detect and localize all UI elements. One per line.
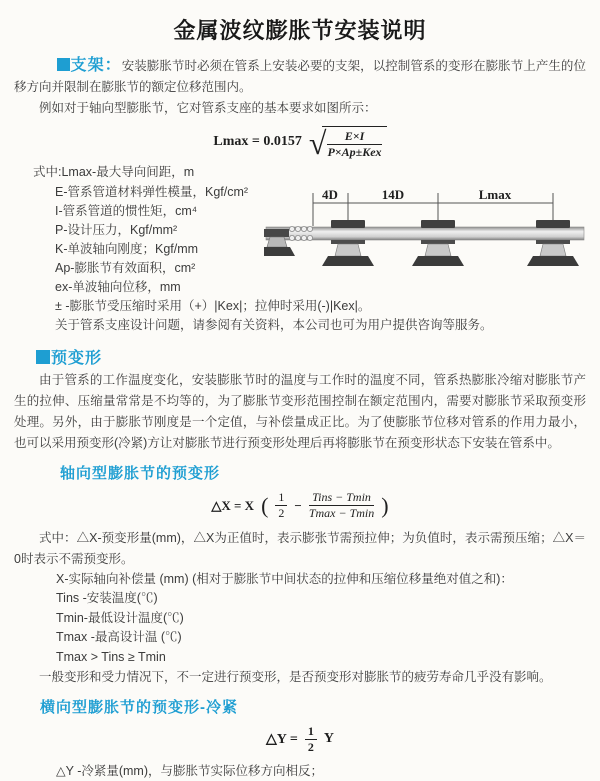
fraction (327, 130, 381, 159)
left-paren: ( (261, 492, 269, 518)
page-title: 金属波纹膨胀节安装说明 (173, 18, 427, 43)
formula-lmax (14, 124, 586, 160)
fraction-numerator: 1 (275, 491, 287, 506)
axial-subsection-heading: 轴向型膨胀节的预变形 (60, 464, 221, 482)
fraction-half (305, 725, 317, 754)
fraction-numerator: E×I (327, 130, 381, 145)
axial-definition-list (14, 570, 586, 668)
definition-item: Tins -安装温度(℃) (56, 591, 158, 605)
blue-square-icon (57, 58, 70, 71)
support-section-heading: 支架： (70, 57, 122, 74)
dim-label-14d: 14D (381, 187, 405, 202)
radical-sign-icon: √ (308, 125, 327, 161)
fraction-temperature (309, 491, 374, 520)
formula-delta-y (14, 725, 586, 753)
fraction-denominator: 2 (307, 739, 314, 754)
fraction-numerator: Tins − Tmin (309, 491, 374, 506)
formula-dy-rhs: Y (323, 731, 334, 746)
fraction-denominator: 2 (278, 506, 285, 520)
sqrt-body (322, 126, 386, 159)
preform-section-heading-row (36, 345, 586, 368)
formula-delta-x (14, 489, 586, 523)
definition-item: P-设计压力，Kgf/mm² (55, 222, 178, 237)
definition-item: X-实际轴向补偿量 (mm) (相对于膨胀节中间状态的拉伸和压缩位移量绝对值之和)： (56, 571, 513, 586)
definition-item: Ap-膨胀节有效面积，cm² (55, 260, 196, 275)
axial-note-text: 一般变形和受力情况下，不一定进行预变形，是否预变形对膨胀节的疲劳寿命几乎没有影响。 (39, 670, 552, 684)
fraction-half (275, 491, 287, 520)
lateral-note-text: △Y -冷紧量(mm)，与膨胀节实际位移方向相反； (56, 764, 324, 778)
blue-square-icon (36, 350, 50, 364)
axial-where-paragraph: 式中：△X-预变形量(mm)，△X为正值时，表示膨张节需预拉伸；为负值时，表示需预压缩；△X＝0时表示不需预变形。 (14, 530, 586, 566)
formula-dy-lhs: △Y = (266, 731, 298, 747)
right-paren: ) (381, 492, 389, 518)
support-definitions-block (14, 163, 586, 336)
formula-dx-lhs: △X = X (211, 497, 255, 513)
definition-item: I-管系管道的惯性矩，cm⁴ (55, 203, 198, 218)
lateral-subsection-heading: 横向型膨胀节的预变形-冷紧 (40, 699, 238, 716)
formula-lmax-lhs: Lmax = 0.0157 (213, 134, 302, 149)
dim-label-4d: 4D (322, 187, 338, 202)
fraction-denominator: Tmax − Tmin (308, 506, 375, 520)
definition-item: E-管系管道材料弹性模量，Kgf/cm² (55, 184, 249, 199)
sqrt-expression (309, 126, 387, 159)
definition-item: K-单波轴向刚度；Kgf/mm (55, 241, 199, 256)
support-intro-text: 安装膨胀节时必须在管系上安装必要的支架，以控制管系的变形在膨胀节上产生的位移方向并限制在膨胀节的额定位移范围内。 (14, 59, 586, 94)
where-line: 式中:Lmax-最大导向间距，m (33, 165, 195, 179)
pipe (266, 227, 584, 240)
support-example-text: 例如对于轴向型膨胀节，它对管系支座的基本要求如图所示： (39, 101, 377, 115)
support-intro-paragraph (14, 55, 586, 98)
definition-item: Tmax -最高设计温 (℃) (56, 630, 182, 644)
definition-item: Tmax > Tins ≥ Tmin (56, 649, 166, 664)
pipe-support-diagram (264, 185, 586, 277)
fraction-numerator: 1 (305, 725, 317, 740)
preform-paragraph: 由于管系的工作温度变化，安装膨胀节时的温度与工作时的温度不同，管系热膨胀冷缩对膨胀节产生的拉伸、压缩量常常是不均等的，为了膨胀节变形范围控制在额定范围内，需要对膨胀节采取预变形处理。另外，由于膨胀节刚度是一个定值，与补偿量成正比。为了使膨胀节位移对管系的作用力最小，也可以采用预变形(冷紧)方让对膨胀节进行预变形处理后再将膨胀节在预变形状态下安装在管系中。 (14, 372, 586, 450)
definition-item: Tmin-最低设计温度(℃) (56, 610, 184, 625)
minus-sign: − (294, 497, 302, 513)
sign-note: ± -膨胀节受压缩时采用（+）|Kex|；拉伸时采用(-)|Kex|。 (55, 298, 371, 313)
fraction-denominator: P×Ap±Kex (327, 144, 382, 159)
dim-label-lmax: Lmax (478, 187, 512, 202)
definition-item: ex-单波轴向位移，mm (55, 279, 181, 294)
preform-section-heading: 预变形 (51, 349, 103, 367)
consult-note: 关于管系支座设计问题，请参阅有关资料，本公司也可为用户提供咨询等服务。 (55, 318, 493, 332)
